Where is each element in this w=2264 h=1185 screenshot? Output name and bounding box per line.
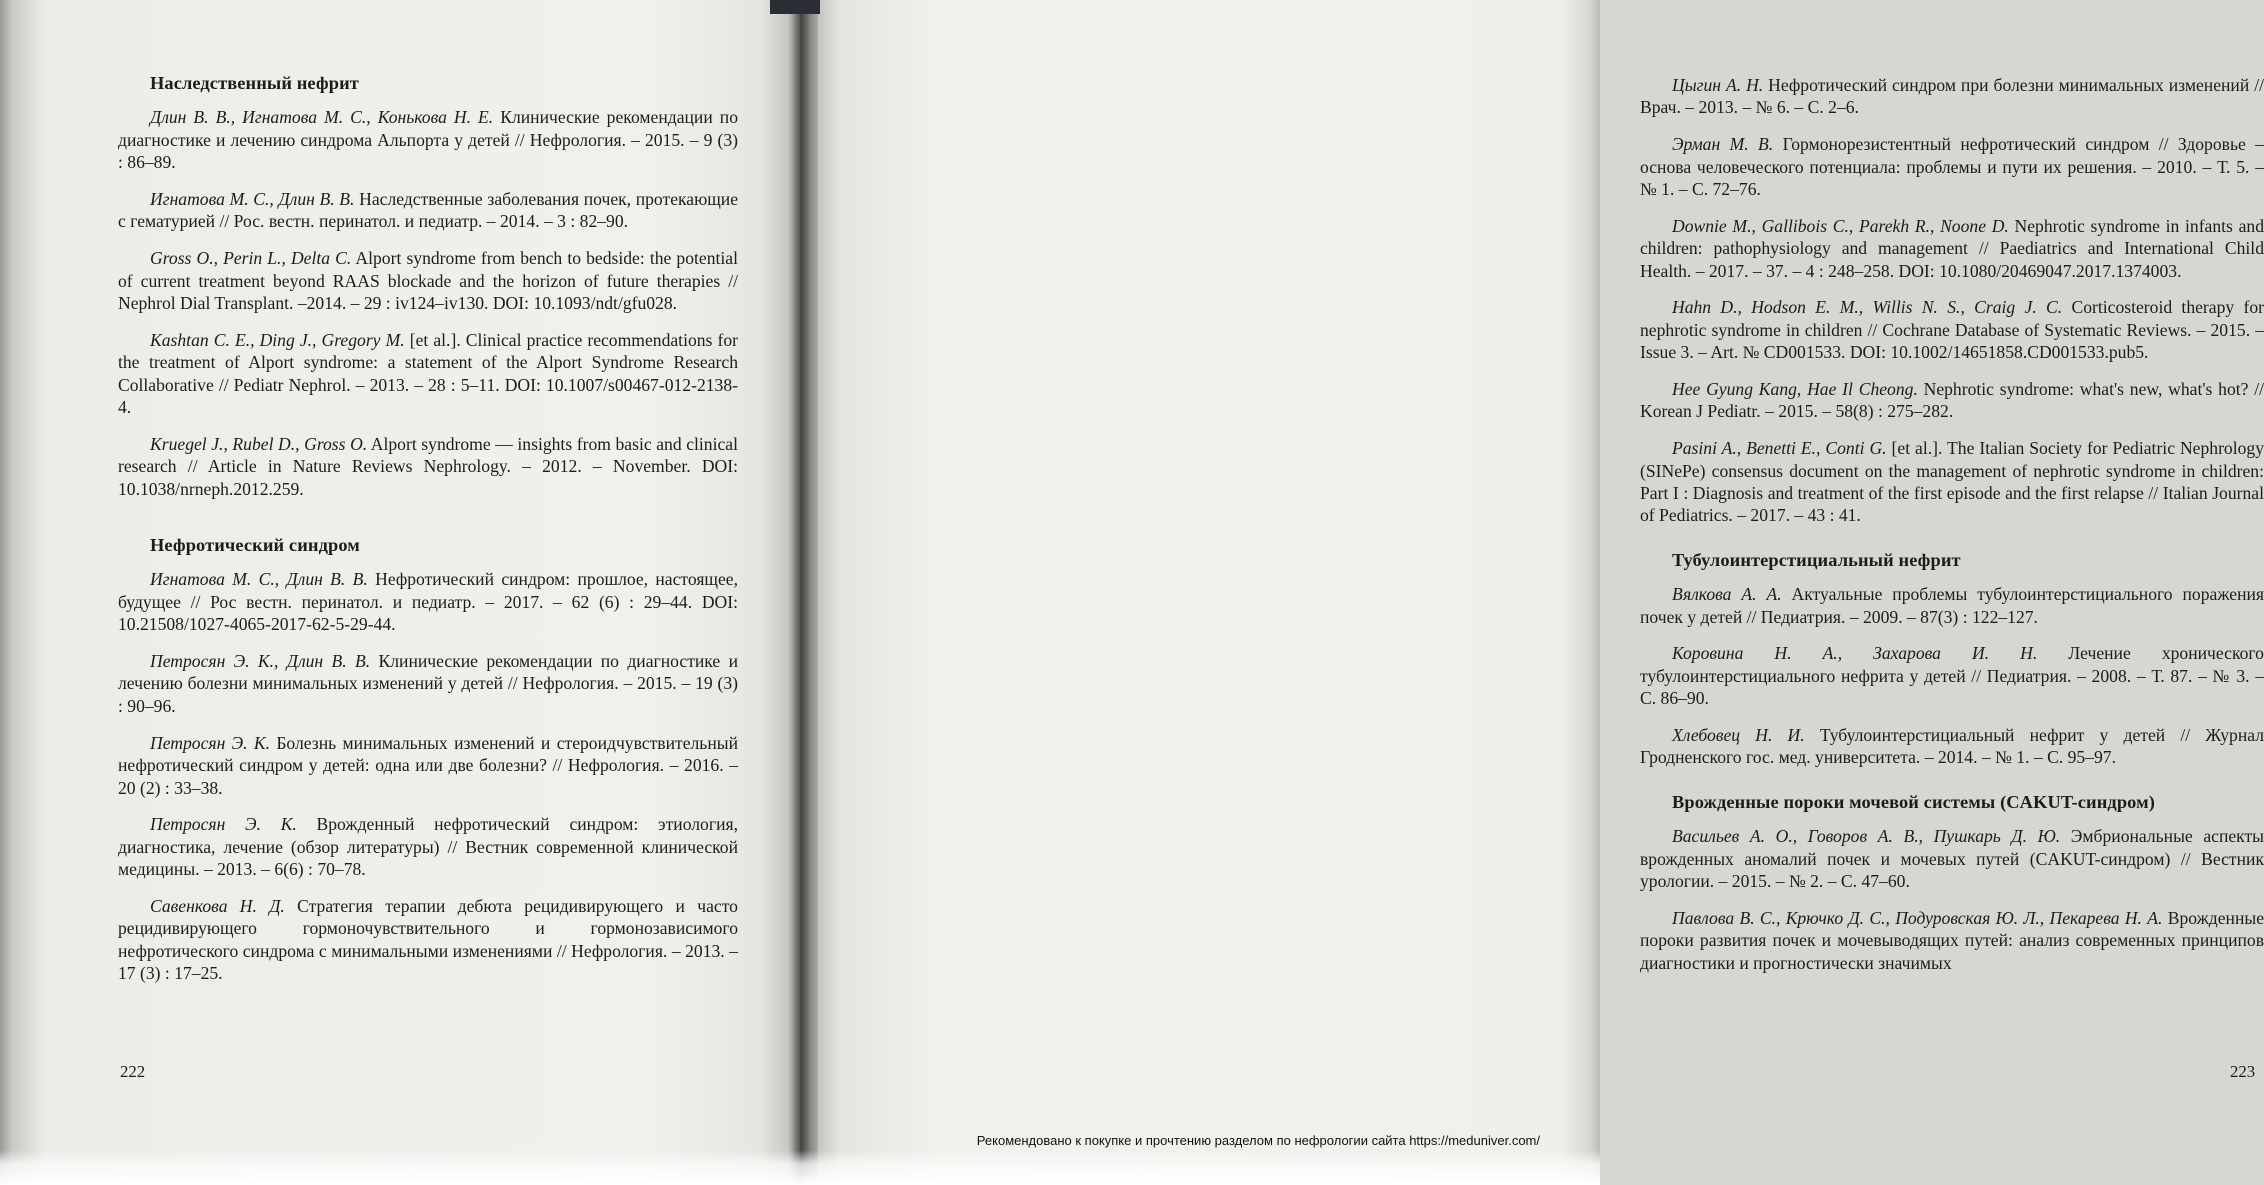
reference-text: Стратегия терапии дебюта рецидивирующего и часто рецидивирующего гормоночувствительного и гормонозависимого нефротического синдрома с минимальными изменениями // Нефрология. – 2013. – 17 (3) : 17–25. <box>118 895 738 984</box>
reference-text: Corticosteroid therapy for nephrotic syndrome in children // Cochrane Database of Systematic Reviews. – 2015. – Issue 3. – Art. № CD001533. DOI: 10.1002/14651858.CD001533.pub5. <box>1640 297 2264 363</box>
reference-text: [et al.]. The Italian Society for Pediatric Nephrology (SINePe) consensus document on the management of nephrotic syndrome in children: Part I : Diagnosis and treatment of the first episode and the first relapse // Italian Journal of Pediatrics. – 2017. – 43 : 41. <box>1640 438 2264 526</box>
page-number-left: 222 <box>120 1062 146 1081</box>
reference-entry <box>1640 907 2264 974</box>
left-page-text <box>118 72 738 999</box>
reference-authors: Игнатова М. С., Длин В. В. <box>150 189 355 210</box>
reference-text: Alport syndrome — insights from basic and clinical research // Article in Nature Reviews Nephrology. – 2012. – November. DOI: 10.1038/nrneph.2012.259. <box>118 433 738 499</box>
reference-entry <box>1640 437 2264 527</box>
reference-entry <box>118 188 738 233</box>
right-page-text <box>1640 74 2264 989</box>
page-number-right: 223 <box>2230 1062 2256 1081</box>
right-page <box>800 0 2264 1185</box>
reference-entry <box>1640 724 2264 769</box>
reference-text: Наследственные заболевания почек, протекающие с гематурией // Рос. вестн. перинатол. и педиатр. – 2014. – 3 : 82–90. <box>118 189 739 232</box>
reference-entry <box>118 329 738 419</box>
section-heading-nephrotic-syndrome: Нефротический синдром <box>150 535 360 556</box>
reference-entry <box>118 650 738 717</box>
recommendation-footer: Рекомендовано к покупке и прочтению разделом по нефрологии сайта https://meduniver.com/ <box>976 1133 1540 1148</box>
reference-authors: Коровина Н. А., Захарова И. Н. <box>1672 643 2038 664</box>
reference-text: Актуальные проблемы тубулоинтерстициального поражения почек у детей // Педиатрия. – 2009. – 87(3) : 122–127. <box>1640 584 2264 627</box>
reference-text: Nephrotic syndrome in infants and children: pathophysiology and management // Paediatrics and International Child Health. – 2017. – 37. – 4 : 248–258. DOI: 10.1080/20469047.2017.1374003. <box>1640 215 2264 281</box>
reference-text: Нефротический синдром: прошлое, настоящее, будущее // Рос вестн. перинатол. и педиатр. – 2017. – 62 (6) : 29–44. DOI: 10.21508/1027-4065-2017-62-5-29-44. <box>118 569 738 635</box>
reference-authors: Длин В. В., Игнатова М. С., Конькова Н. Е. <box>150 107 494 128</box>
reference-authors: Pasini A., Benetti E., Conti G. <box>1672 438 1887 459</box>
reference-text: Nephrotic syndrome: what's new, what's hot? // Korean J Pediatr. – 2015. – 58(8) : 275–282. <box>1640 379 2264 422</box>
section-heading-tubulointerstitial-nephritis: Тубулоинтерстициальный нефрит <box>1672 549 1961 570</box>
reference-authors: Kashtan C. E., Ding J., Gregory M. <box>150 329 405 350</box>
reference-entry <box>1640 583 2264 628</box>
reference-authors: Цыгин А. Н. <box>1672 75 1764 95</box>
reference-entry <box>1640 642 2264 709</box>
reference-entry <box>118 106 738 173</box>
reference-authors: Hahn D., Hodson E. M., Willis N. S., Craig J. C. <box>1672 297 2063 318</box>
scan-bottom-margin <box>0 1150 1600 1185</box>
reference-entry <box>1640 378 2264 423</box>
left-page <box>0 0 800 1185</box>
section-heading-cakut: Врожденные пороки мочевой системы (CAKUT-синдром) <box>1672 791 2155 812</box>
reference-text: Клинические рекомендации по диагностике и лечению синдрома Альпорта у детей // Нефрология. – 2015. – 9 (3) : 86–89. <box>118 107 738 173</box>
reference-authors: Kruegel J., Rubel D., Gross O. <box>150 433 368 454</box>
reference-entry <box>1640 133 2264 200</box>
reference-text: Болезнь минимальных изменений и стероидчувствительный нефротический синдром у детей: одна или две болезни? // Нефрология. – 2016. – 20 (2) : 33–38. <box>118 732 738 798</box>
reference-authors: Игнатова М. С., Длин В. В. <box>150 569 368 590</box>
reference-text: Эмбриональные аспекты врожденных аномалий почек и мочевых путей (CAKUT-синдром) // Вестник урологии. – 2015. – № 2. – С. 47–60. <box>1640 826 2264 892</box>
reference-entry <box>118 732 738 799</box>
reference-entry <box>1640 825 2264 892</box>
reference-text: Тубулоинтерстициальный нефрит у детей // Журнал Гродненского гос. мед. университета. – 2014. – № 1. – С. 95–97. <box>1640 725 2264 768</box>
reference-authors: Hee Gyung Kang, Hae Il Cheong. <box>1672 379 1918 400</box>
reference-entry <box>118 247 738 314</box>
spine-top-edge <box>770 0 820 14</box>
reference-text: Лечение хронического тубулоинтерстициального нефрита у детей // Педиатрия. – 2008. – Т. 87. – № 3. – С. 86–90. <box>1640 643 2264 709</box>
reference-entry <box>1640 296 2264 363</box>
reference-text: Гормонорезистентный нефротический синдром // Здоровье – основа человеческого потенциала: проблемы и пути их решения. – 2010. – Т. 5. – № 1. – С. 72–76. <box>1640 134 2264 200</box>
reference-authors: Вялкова А. А. <box>1672 584 1782 605</box>
reference-authors: Павлова В. С., Крючко Д. С., Подуровская Ю. Л., Пекарева Н. А. <box>1672 907 2163 928</box>
reference-text: Врожденный нефротический синдром: этиология, диагностика, лечение (обзор литературы) // Вестник современной клинической медицины. – 2013. – 6(6) : 70–78. <box>118 814 738 880</box>
reference-text: Врожденные пороки развития почек и мочевыводящих путей: анализ современных принципов диагностики и прогностически значимых <box>1640 907 2264 973</box>
reference-entry <box>1640 74 2264 119</box>
reference-authors: Петросян Э. К. <box>150 814 297 835</box>
reference-text: Клинические рекомендации по диагностике и лечению болезни минимальных изменений у детей // Нефрология. – 2015. – 19 (3) : 90–96. <box>118 651 738 716</box>
reference-entry <box>118 568 738 635</box>
book-spine-shadow <box>788 0 818 1185</box>
reference-text: [et al.]. Clinical practice recommendations for the treatment of Alport syndrome: a statement of the Alport Syndrome Research Collaborative // Pediatr Nephrol. – 2013. – 28 : 5–11. DOI: 10.1007/s00467-012-2138-4. <box>118 329 738 418</box>
reference-authors: Эрман М. В. <box>1672 134 1774 155</box>
reference-authors: Хлебовец Н. И. <box>1672 725 1805 746</box>
reference-entry <box>118 813 738 880</box>
reference-text: Нефротический синдром при болезни минимальных изменений // Врач. – 2013. – № 6. – С. 2–6. <box>1640 75 2264 118</box>
reference-authors: Downie M., Gallibois C., Parekh R., Noone D. <box>1672 215 2009 236</box>
reference-entry <box>118 895 738 985</box>
reference-authors: Васильев А. О., Говоров А. В., Пушкарь Д. Ю. <box>1672 826 2061 847</box>
reference-authors: Петросян Э. К., Длин В. В. <box>150 651 371 672</box>
reference-entry <box>118 433 738 500</box>
reference-authors: Gross O., Perin L., Delta C. <box>150 248 352 269</box>
reference-entry <box>1640 215 2264 282</box>
section-heading-hereditary-nephritis: Наследственный нефрит <box>150 73 359 93</box>
reference-text: Alport syndrome from bench to bedside: the potential of current treatment beyond RAAS blockade and the horizon of future therapies // Nephrol Dial Transplant. –2014. – 29 : iv124–iv130. DOI: 10.1093/ndt/gfu028. <box>118 248 738 314</box>
reference-authors: Петросян Э. К. <box>150 732 270 753</box>
reference-authors: Савенкова Н. Д. <box>150 895 285 916</box>
